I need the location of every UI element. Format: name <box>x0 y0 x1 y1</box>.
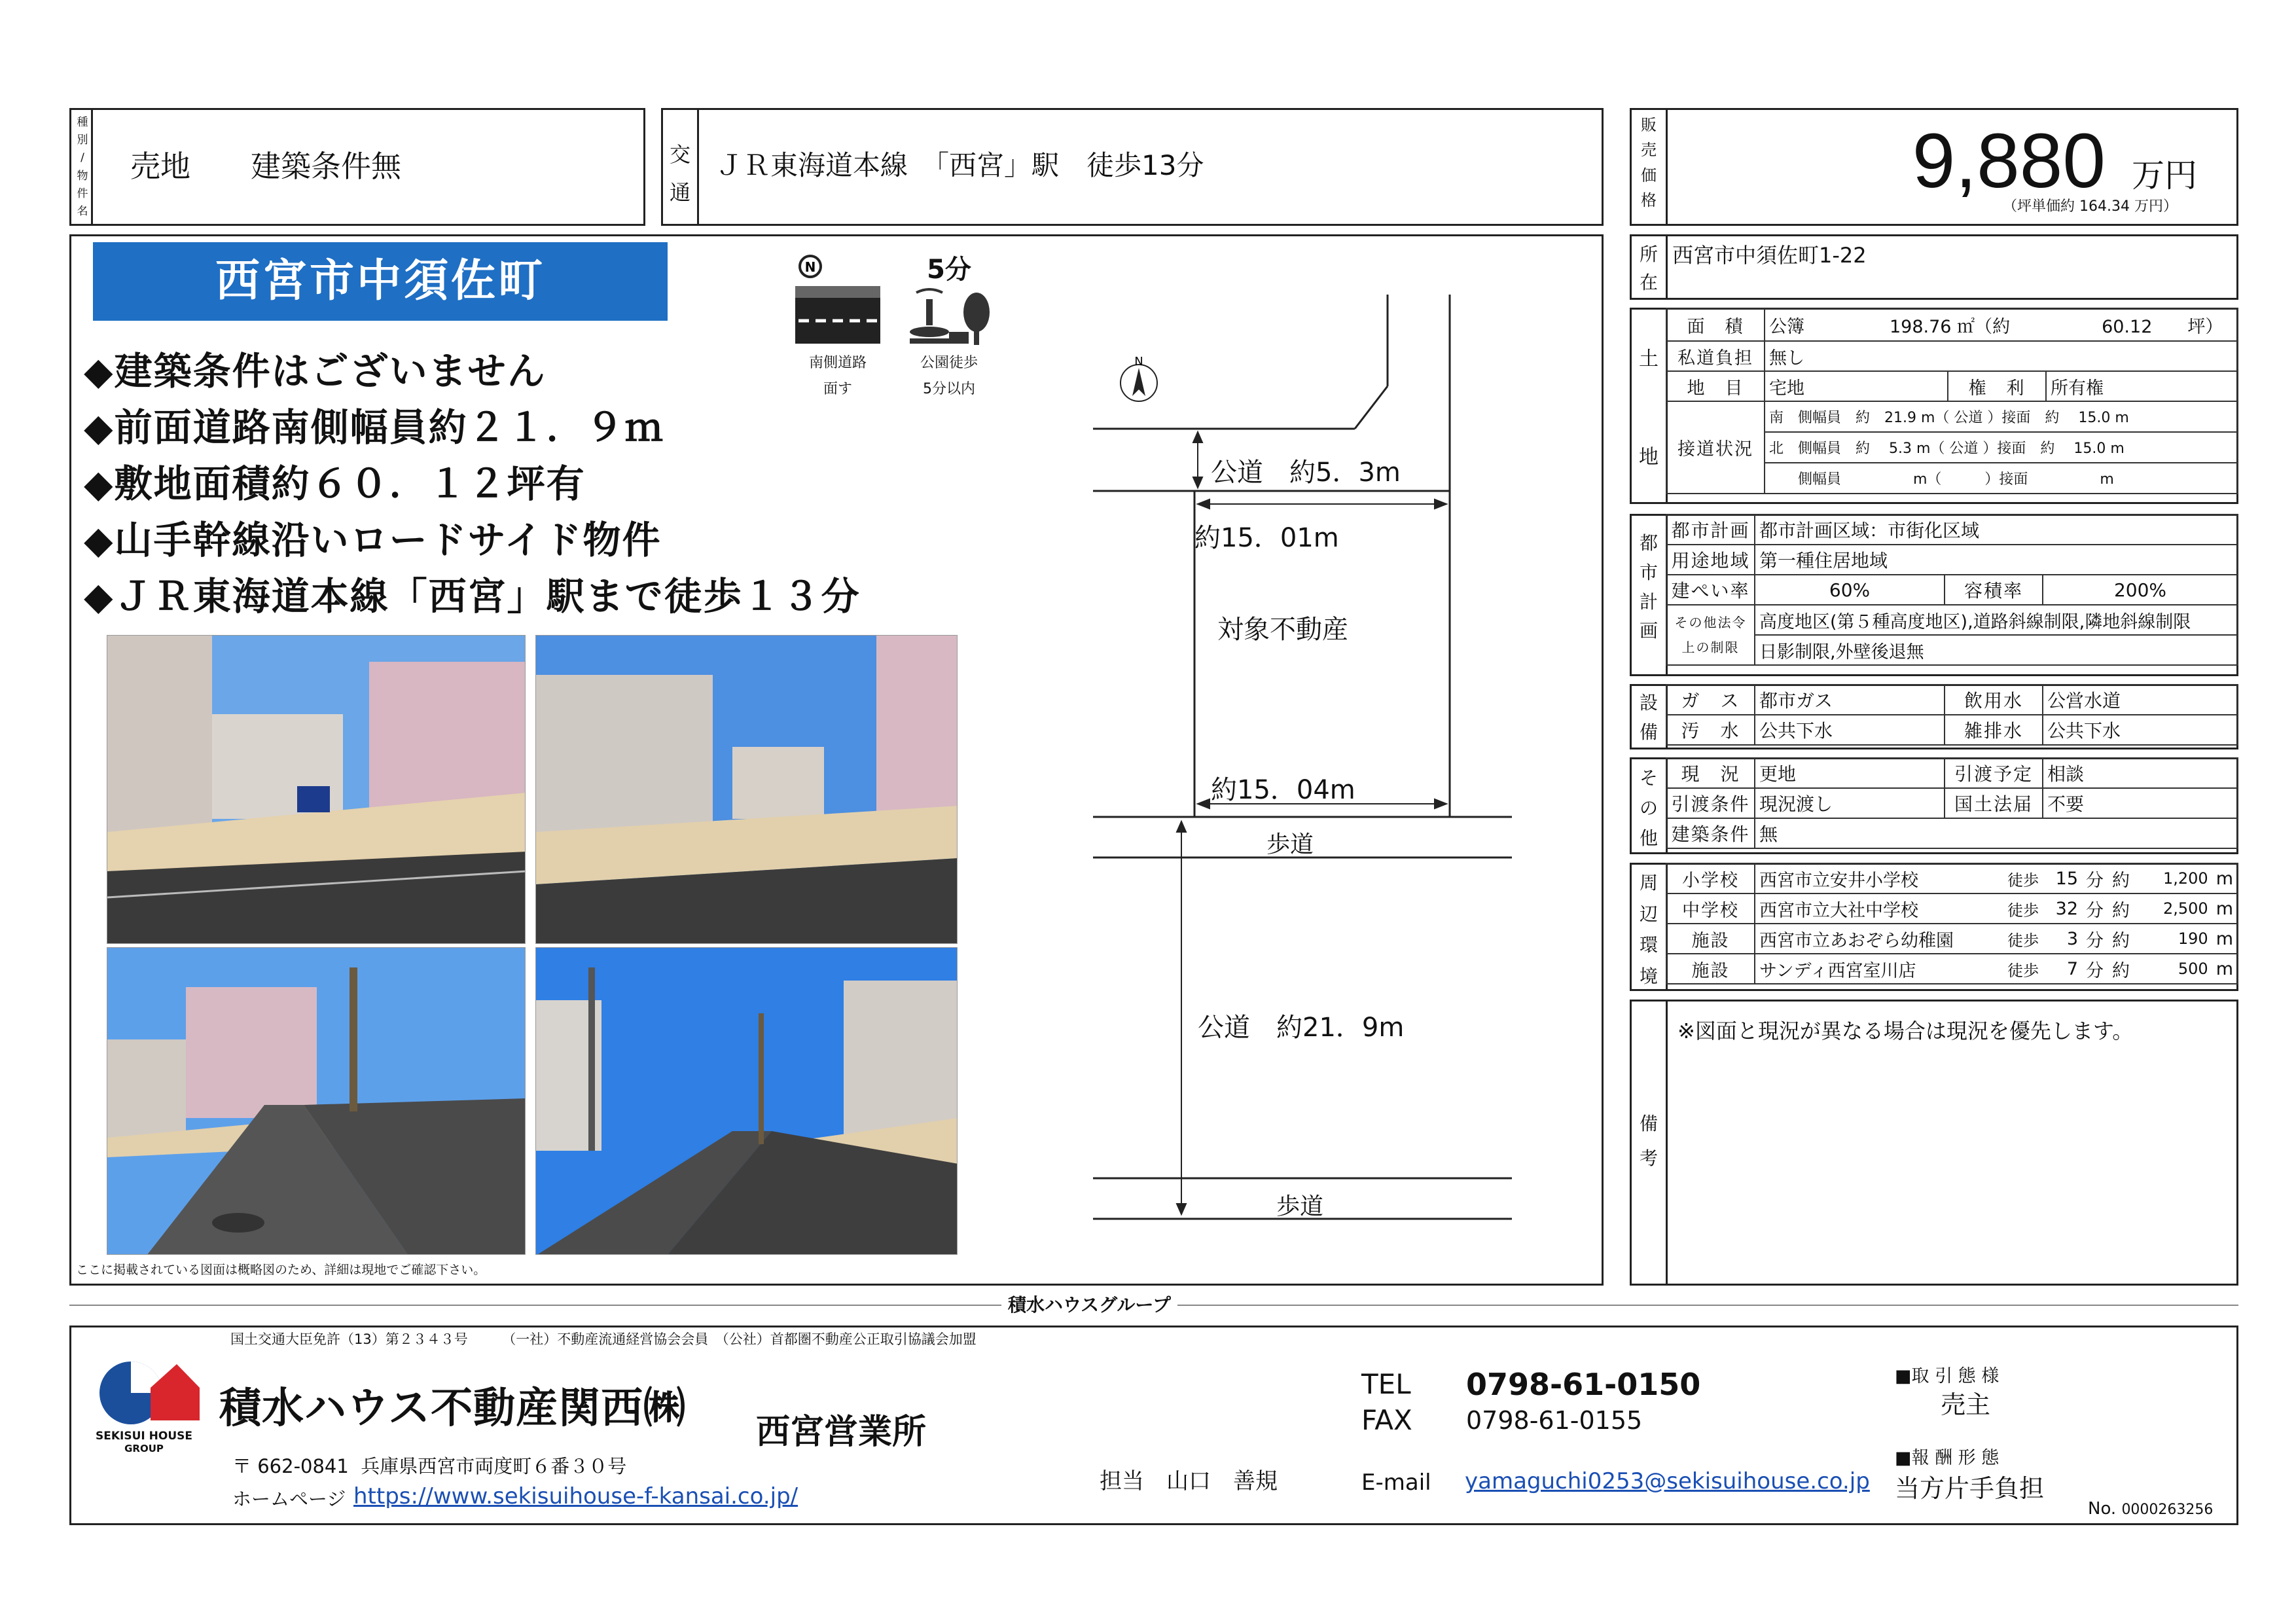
remarks-value: ※図面と現況が異なる場合は現況を優先します。 <box>1677 1019 2134 1043</box>
branch-name: 西宮営業所 <box>756 1413 927 1452</box>
facilities-table: ガ ス 都市ガス 飲用水 公営水道 汚 水 公共下水 雑排水 公共下水 <box>1666 684 2238 746</box>
surrounding-row: 小学校 西宮市立安井小学校 徒歩 15 分 約 1,200 m <box>1666 863 2238 893</box>
site-photo-4 <box>535 947 958 1255</box>
north-arrow-icon <box>1121 355 1157 401</box>
site-photo-2 <box>535 635 958 944</box>
fax-number: 0798-61-0155 <box>1466 1406 1643 1435</box>
group-label: 積水ハウスグループ <box>1001 1291 1177 1317</box>
bullet-3: ◆敷地面積約６０．１２坪有 <box>84 461 586 506</box>
bullet-5: ◆ＪＲ東海道本線「西宮」駅まで徒歩１３分 <box>84 574 861 619</box>
address-value: 西宮市中須佐町1-22 <box>1672 243 1867 268</box>
price-box <box>1630 108 2238 226</box>
property-type: 売地 建築条件無 <box>130 149 401 184</box>
top-width-label: 約15．01m <box>1194 523 1339 553</box>
fee-type-label: ■報 酬 形 態 <box>1895 1448 2000 1468</box>
site-photo-3 <box>107 947 526 1255</box>
type-label: 種 別 / 物 件 名 <box>77 116 88 218</box>
company-logo-icon: SEKISUI HOUSE GROUP <box>92 1355 203 1453</box>
surrounding-row: 施設 西宮市立あおぞら幼稚園 徒歩 3 分 約 190 m <box>1666 924 2238 954</box>
surroundings-box: 周 辺 環 境 <box>1630 863 2238 991</box>
bullet-1: ◆建築条件はございません <box>84 349 547 393</box>
price-value: 9,880 <box>1912 118 2106 204</box>
disclaimer: ここに掲載されている図面は概略図のため、詳細は現地でご確認下さい。 <box>76 1263 486 1277</box>
sidewalk-label-2: 歩道 <box>1276 1193 1324 1220</box>
property-label: 対象不動産 <box>1217 615 1348 645</box>
location-banner: 西宮市中須佐町 <box>93 242 668 321</box>
land-box: 土 地 <box>1630 308 2238 504</box>
transport-box <box>661 108 1604 226</box>
other-table: 現 況 更地 引渡予定 相談 引渡条件 現況渡し 国土法届 不要 建築条件 無 <box>1666 757 2238 849</box>
park-icon: 5分 <box>903 249 995 347</box>
svg-text:N: N <box>804 259 816 275</box>
location-box: 所 在 西宮市中須佐町1-22 <box>1630 234 2238 300</box>
fee-type-value: 当方片手負担 <box>1895 1474 2045 1503</box>
tel-label: TEL <box>1361 1368 1411 1400</box>
deal-type-value: 売主 <box>1941 1390 1991 1419</box>
city-table: 都市計画 都市計画区域：市街化区域 用途地域 第一種住居地域 建ぺい率 60% 容積率 200% その他法令 上の制限 高度地区(第５種高度地区),道路斜線制限,隣地斜線制限 日影制限,外壁後退無 <box>1666 514 2238 666</box>
south-road-icon <box>792 252 884 344</box>
north-road-label: 公道 約5．3m <box>1211 458 1401 488</box>
remarks-box: 備 考 ※図面と現況が異なる場合は現況を優先します。 <box>1630 1000 2238 1286</box>
facilities-box: 設 備 <box>1630 684 2238 749</box>
price-unit: 万円 <box>2132 156 2197 194</box>
surrounding-row: 施設 サンディ西宮室川店 徒歩 7 分 約 500 m <box>1666 954 2238 984</box>
other-box: そ の 他 <box>1630 757 2238 854</box>
transport-value: ＪＲ東海道本線 「西宮」駅 徒歩13分 <box>715 149 1204 181</box>
svg-text:N: N <box>1134 355 1143 369</box>
fax-label: FAX <box>1361 1404 1412 1436</box>
homepage-label: ホームページ <box>232 1488 346 1510</box>
document-number: No. 0000263256 <box>2088 1499 2214 1519</box>
bullet-2: ◆前面道路南側幅員約２１．９ｍ <box>84 405 664 450</box>
bullet-4: ◆山手幹線沿いロードサイド物件 <box>84 518 662 562</box>
price-per-tsubo: （坪単価約 164.34 万円） <box>2003 198 2178 215</box>
land-table: 面 積 公簿 198.76 ㎡（約 60.12 坪） 私道負担 無し 地 目 宅地 権 利 所有権 接道状況 南 側幅員 約 21.9 m（ 公道 ）接面 約 15.0 m 北 側幅員 約 5.3 m（ 公道 ）接面 約 15.0 m 側幅員 m（ ）接面 m <box>1666 308 2238 494</box>
staff-name: 担当 山口 善規 <box>1100 1468 1278 1494</box>
email-label: E-mail <box>1361 1470 1431 1496</box>
surrounding-row: 中学校 西宮市立大社中学校 徒歩 32 分 約 2,500 m <box>1666 893 2238 924</box>
site-photo-1 <box>107 635 526 944</box>
site-map <box>1086 281 1532 1237</box>
south-road-caption: 南側道路 面す <box>808 355 867 397</box>
south-road-label: 公道 約21．9m <box>1198 1013 1405 1043</box>
park-caption: 公園徒歩 5分以内 <box>920 355 978 397</box>
company-name: 積水ハウス不動産関西㈱ <box>219 1384 687 1433</box>
surroundings-table <box>1666 863 2238 984</box>
deal-type-label: ■取 引 態 様 <box>1895 1366 2000 1386</box>
homepage-link[interactable]: https://www.sekisuihouse-f-kansai.co.jp/ <box>353 1483 798 1509</box>
sidewalk-label-1: 歩道 <box>1266 831 1314 858</box>
tel-number[interactable]: 0798-61-0150 <box>1466 1367 1701 1402</box>
city-box: 都 市 計 画 <box>1630 514 2238 676</box>
transport-label: 交 通 <box>669 142 691 205</box>
bottom-width-label: 約15．04m <box>1211 775 1355 805</box>
email-link[interactable]: yamaguchi0253@sekisuihouse.co.jp <box>1465 1468 1870 1494</box>
license-text: 国土交通大臣免許（13）第２３４３号 （一社）不動産流通経営協会会員 （公社）首都圏不動産公正取引協議会加盟 <box>230 1331 977 1347</box>
company-address: 〒 662-0841 兵庫県西宮市両度町６番３０号 <box>232 1455 627 1477</box>
price-label: 販 売 価 格 <box>1641 116 1657 210</box>
type-box <box>69 108 645 226</box>
